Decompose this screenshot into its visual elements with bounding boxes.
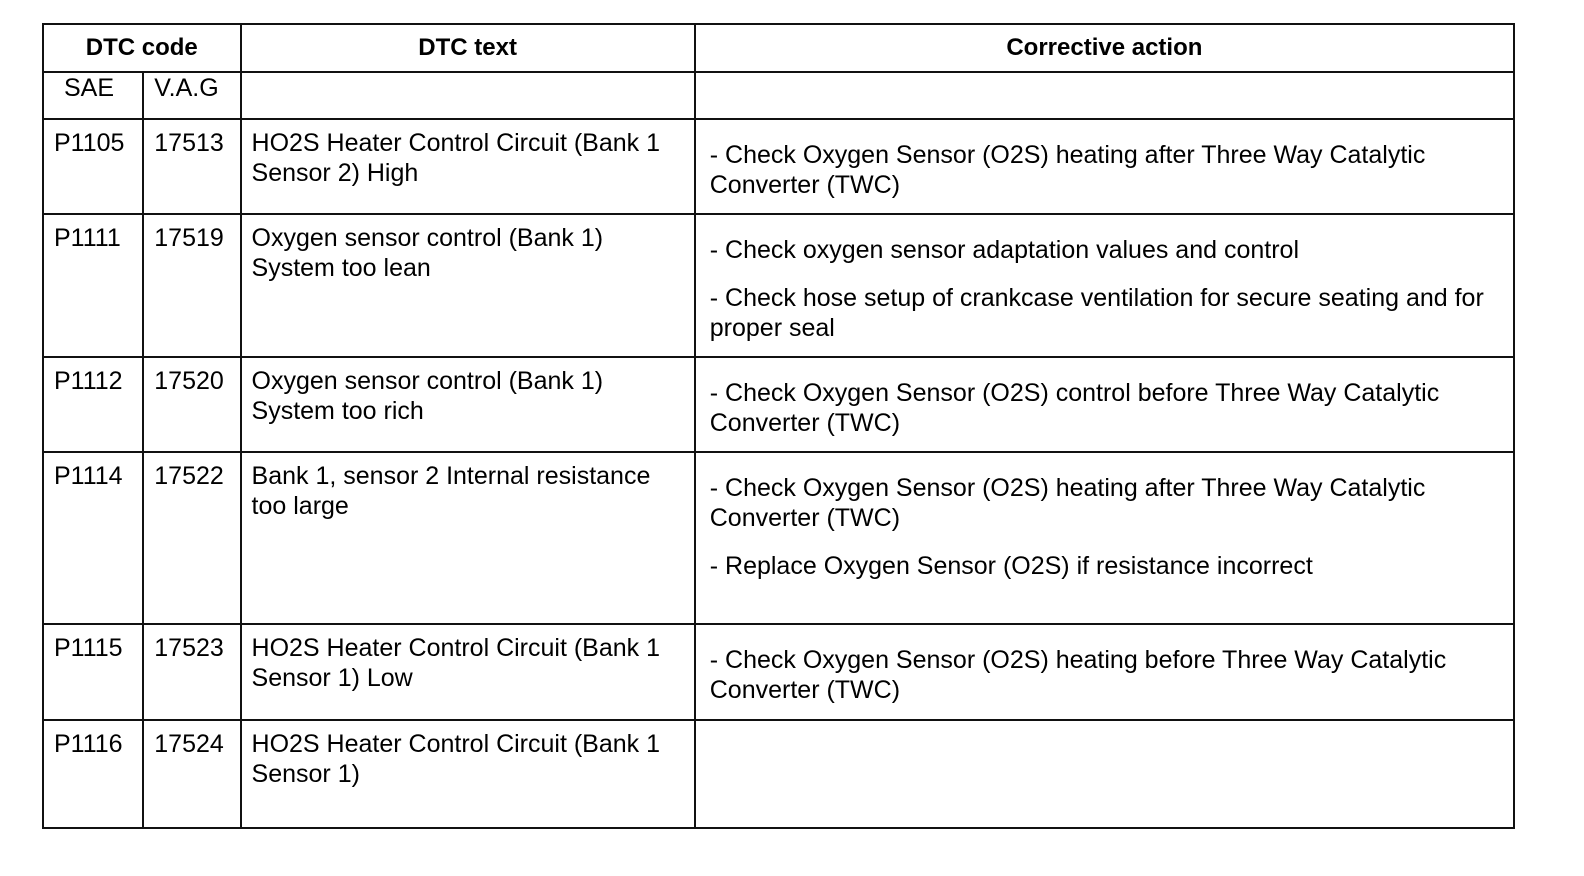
table-header-row — [43, 24, 1514, 72]
subheader-vag: V.A.G — [154, 74, 219, 102]
table-row — [43, 214, 1514, 357]
header-dtc-text: DTC text — [241, 24, 695, 72]
dtc-text: HO2S Heater Control Circuit (Bank 1 Sensor 1) — [251, 730, 661, 788]
dtc-text: HO2S Heater Control Circuit (Bank 1 Sensor 2) High — [251, 129, 661, 187]
action-item: - Check Oxygen Sensor (O2S) heating after Three Way Catalytic Converter (TWC) — [709, 141, 1426, 199]
subheader-sae-cell — [43, 72, 143, 119]
sae-code: P1114 — [54, 462, 123, 490]
sae-code: P1115 — [54, 634, 123, 662]
vag-code: 17519 — [154, 224, 224, 252]
action-item: - Replace Oxygen Sensor (O2S) if resistance incorrect — [709, 552, 1313, 580]
corrective-action — [696, 358, 1513, 438]
header-dtc-code: DTC code — [43, 24, 241, 72]
vag-code: 17522 — [154, 462, 224, 490]
table-subheader-row — [43, 72, 1514, 119]
table-row — [43, 720, 1514, 828]
corrective-action — [696, 453, 1513, 581]
vag-code: 17520 — [154, 367, 224, 395]
action-item: - Check Oxygen Sensor (O2S) heating before Three Way Catalytic Converter (TWC) — [709, 646, 1447, 704]
subheader-vag-cell — [143, 72, 240, 119]
subheader-sae: SAE — [64, 74, 115, 102]
vag-code: 17524 — [154, 730, 224, 758]
header-corrective-action: Corrective action — [695, 24, 1514, 72]
subheader-empty-text — [241, 72, 695, 119]
corrective-action — [696, 215, 1513, 343]
dtc-text: Oxygen sensor control (Bank 1) System too rich — [251, 367, 604, 425]
sae-code: P1105 — [54, 129, 125, 157]
corrective-action — [696, 120, 1513, 200]
sae-code: P1111 — [54, 224, 121, 252]
vag-code: 17523 — [154, 634, 224, 662]
dtc-text: HO2S Heater Control Circuit (Bank 1 Sensor 1) Low — [251, 634, 661, 692]
table-row — [43, 452, 1514, 624]
table-row — [43, 119, 1514, 214]
dtc-text: Oxygen sensor control (Bank 1) System too lean — [251, 224, 604, 282]
action-item: - Check Oxygen Sensor (O2S) control before Three Way Catalytic Converter (TWC) — [709, 379, 1440, 437]
sae-code: P1112 — [54, 367, 123, 395]
dtc-text: Bank 1, sensor 2 Internal resistance too large — [251, 462, 651, 520]
action-item: - Check Oxygen Sensor (O2S) heating after Three Way Catalytic Converter (TWC) — [709, 474, 1426, 532]
vag-code: 17513 — [154, 129, 224, 157]
action-item: - Check oxygen sensor adaptation values and control — [709, 236, 1299, 264]
sae-code: P1116 — [54, 730, 123, 758]
subheader-empty-action — [695, 72, 1514, 119]
dtc-table — [42, 23, 1515, 829]
corrective-action — [696, 721, 1513, 741]
action-item: - Check hose setup of crankcase ventilation for secure seating and for proper seal — [709, 284, 1484, 342]
table-row — [43, 624, 1514, 720]
table-row — [43, 357, 1514, 452]
corrective-action — [696, 625, 1513, 705]
